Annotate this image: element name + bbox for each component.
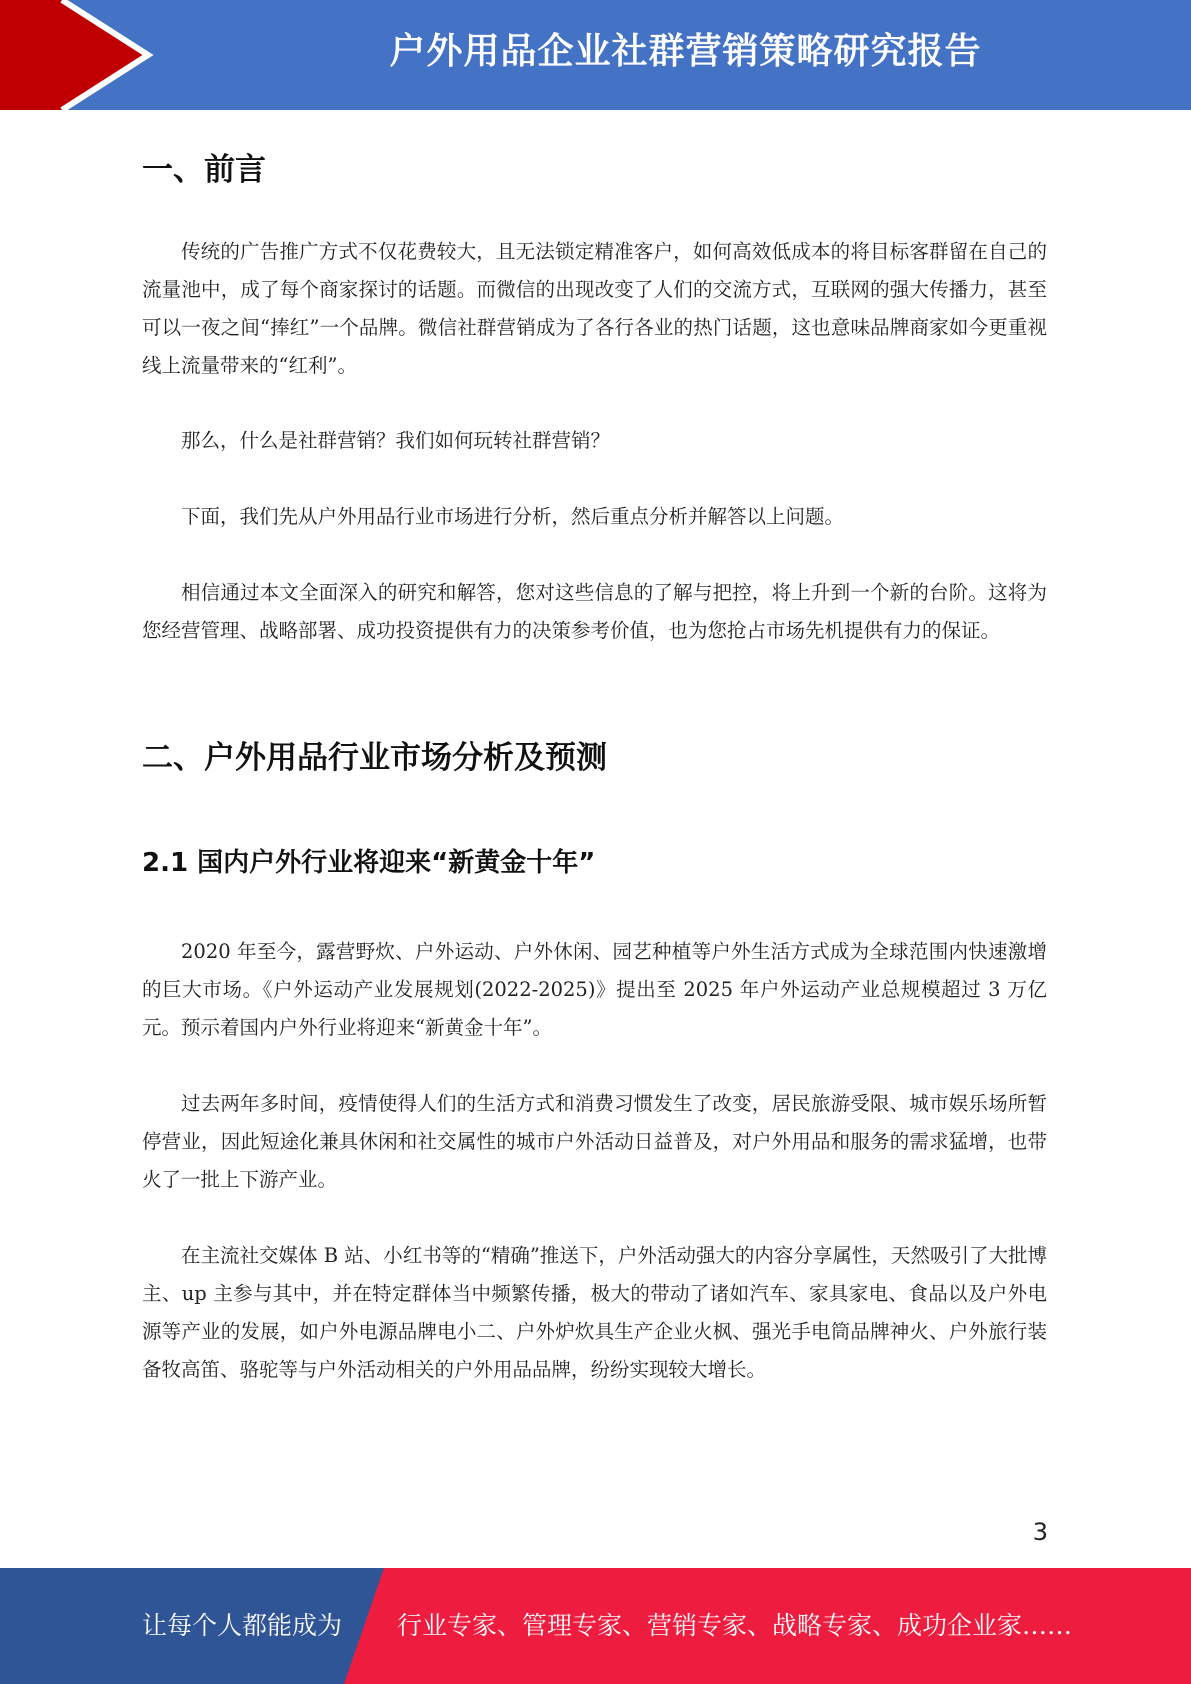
document-title: 户外用品企业社群营销策略研究报告	[389, 31, 982, 72]
section-heading-market-analysis: 二、户外用品行业市场分析及预测	[142, 740, 607, 776]
paragraph: 传统的广告推广方式不仅花费较大，且无法锁定精准客户，如何高效低成本的将目标客群留在自己的流量池中，成了每个商家探讨的话题。而微信的出现改变了人们的交流方式，互联网的强大传播力，甚至可以一夜之间“捧红”一个品牌。微信社群营销成为了各行各业的热门话题，这也意味品牌商家如今更重视线上流量带来的“红利”。	[142, 240, 1047, 377]
paragraph: 2020 年至今，露营野炊、户外运动、户外休闲、园艺种植等户外生活方式成为全球范围内快速激增的巨大市场。《户外运动产业发展规划(2022-2025)》提出至 2025 年户外运动产业总规模超过 3 万亿元。预示着国内户外行业将迎来“新黄金十年”。	[142, 940, 1047, 1039]
section-heading-preface: 一、前言	[142, 152, 266, 188]
subsection-heading-golden-decade: 2.1 国内户外行业将迎来“新黄金十年”	[142, 848, 596, 878]
paragraph: 下面，我们先从户外用品行业市场进行分析，然后重点分析并解答以上问题。	[181, 505, 845, 528]
paragraph: 过去两年多时间，疫情使得人们的生活方式和消费习惯发生了改变，居民旅游受限、城市娱乐场所暂停营业，因此短途化兼具休闲和社交属性的城市户外活动日益普及，对户外用品和服务的需求猛增，也带火了一批上下游产业。	[142, 1092, 1047, 1191]
footer-slogan-left: 让每个人都能成为	[142, 1611, 343, 1640]
paragraph: 相信通过本文全面深入的研究和解答，您对这些信息的了解与把控，将上升到一个新的台阶。这将为您经营管理、战略部署、成功投资提供有力的决策参考价值，也为您抢占市场先机提供有力的保证。	[142, 581, 1047, 642]
page-number: 3	[1032, 1518, 1048, 1546]
footer-slogan-right: 行业专家、管理专家、营销专家、战略专家、成功企业家……	[397, 1611, 1073, 1640]
paragraph: 那么，什么是社群营销？我们如何玩转社群营销？	[181, 429, 611, 452]
paragraph: 在主流社交媒体 B 站、小红书等的“精确”推送下，户外活动强大的内容分享属性，天然吸引了大批博主、up 主参与其中，并在特定群体当中频繁传播，极大的带动了诸如汽车、家具家电、食品以及户外电源等产业的发展，如户外电源品牌电小二、户外炉炊具生产企业火枫、强光手电筒品牌神火、户外旅行装备牧高笛、骆驼等与户外活动相关的户外用品品牌，纷纷实现较大增长。	[142, 1244, 1047, 1381]
header-band	[0, 0, 1191, 110]
footer-band	[0, 1568, 1191, 1684]
